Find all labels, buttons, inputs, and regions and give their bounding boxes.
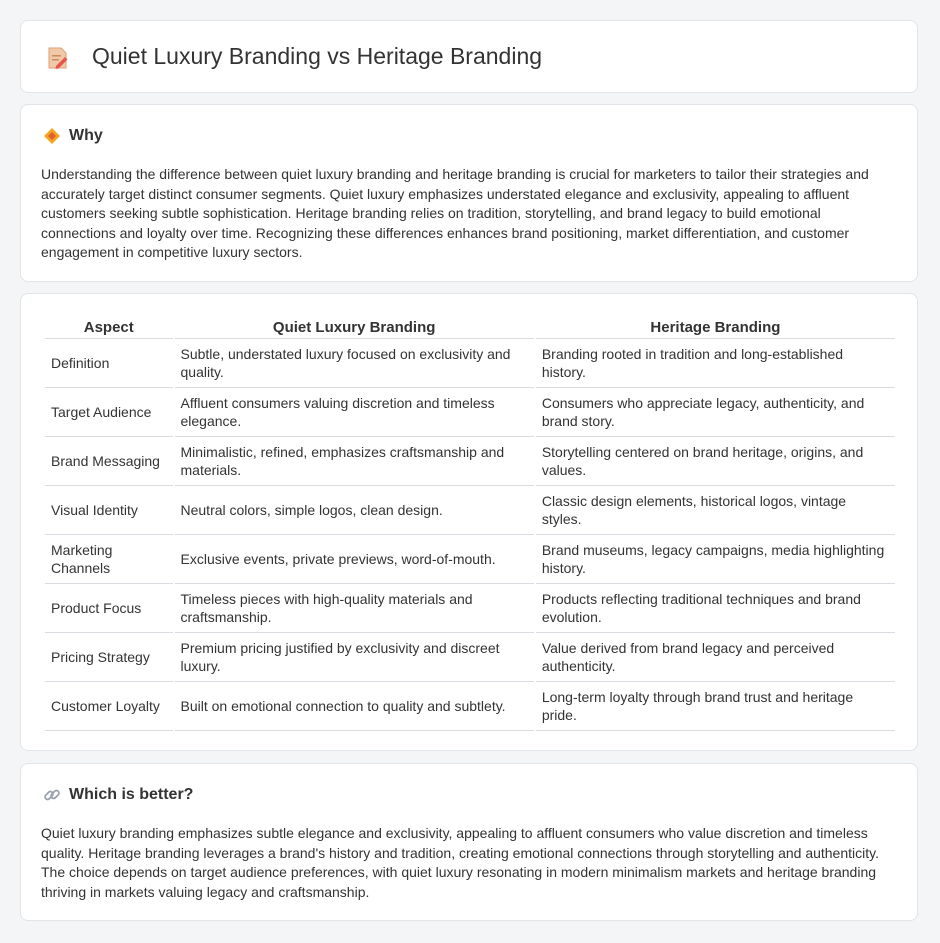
table-row xyxy=(45,682,895,731)
table-row xyxy=(45,339,895,388)
table-row xyxy=(45,535,895,584)
quiet-luxury-cell: Affluent consumers valuing discretion and timeless elegance. xyxy=(175,388,534,437)
table-header-row xyxy=(45,316,895,339)
quiet-luxury-cell: Premium pricing justified by exclusivity and discreet luxury. xyxy=(175,633,534,682)
better-heading-row xyxy=(43,786,193,804)
comparison-table-card xyxy=(20,293,918,751)
heritage-cell: Value derived from brand legacy and perceived authenticity. xyxy=(536,633,895,682)
aspect-cell: Marketing Channels xyxy=(45,535,173,584)
quiet-luxury-cell: Built on emotional connection to quality and subtlety. xyxy=(175,682,534,731)
aspect-cell: Pricing Strategy xyxy=(45,633,173,682)
quiet-luxury-cell: Minimalistic, refined, emphasizes craftsmanship and materials. xyxy=(175,437,534,486)
why-section xyxy=(20,104,918,282)
table-row xyxy=(45,633,895,682)
link-icon xyxy=(43,786,61,804)
better-text: Quiet luxury branding emphasizes subtle elegance and exclusivity, appealing to affluent consumers who value discretion and timeless quality. Heritage branding leverages a brand's history and tradition, creating emotional connections through storytelling and authenticity. The choice depends on target audience preferences, with quiet luxury resonating in modern minimalism markets and heritage branding thriving in markets valuing legacy and craftsmanship. xyxy=(41,825,879,900)
table-row xyxy=(45,584,895,633)
diamond-icon xyxy=(43,127,61,145)
page-title: Quiet Luxury Branding vs Heritage Branding xyxy=(92,43,543,69)
quiet-luxury-cell: Neutral colors, simple logos, clean design. xyxy=(175,486,534,535)
heritage-cell: Long-term loyalty through brand trust and heritage pride. xyxy=(536,682,895,731)
heritage-cell: Consumers who appreciate legacy, authenticity, and brand story. xyxy=(536,388,895,437)
why-text: Understanding the difference between quiet luxury branding and heritage branding is crucial for marketers to tailor their strategies and accurately target distinct consumer segments. Quiet luxury emphasizes understated elegance and exclusivity, appealing to affluent customers seeking subtle sophistication. Heritage branding relies on tradition, storytelling, and brand legacy to build emotional connections and loyalty over time. Recognizing these differences enhances brand positioning, market differentiation, and customer engagement in competitive luxury sectors. xyxy=(41,166,869,260)
heritage-cell: Products reflecting traditional techniques and brand evolution. xyxy=(536,584,895,633)
header-heritage: Heritage Branding xyxy=(536,316,895,339)
table-row xyxy=(45,437,895,486)
aspect-cell: Brand Messaging xyxy=(45,437,173,486)
header-aspect: Aspect xyxy=(45,316,173,339)
aspect-cell: Visual Identity xyxy=(45,486,173,535)
header-card xyxy=(20,20,918,93)
better-heading: Which is better? xyxy=(69,786,194,803)
aspect-cell: Customer Loyalty xyxy=(45,682,173,731)
heritage-cell: Storytelling centered on brand heritage, origins, and values. xyxy=(536,437,895,486)
heritage-cell: Branding rooted in tradition and long-established history. xyxy=(536,339,895,388)
aspect-cell: Product Focus xyxy=(45,584,173,633)
why-heading-row xyxy=(43,127,103,145)
quiet-luxury-cell: Timeless pieces with high-quality materials and craftsmanship. xyxy=(175,584,534,633)
comparison-table xyxy=(43,316,897,731)
aspect-cell: Definition xyxy=(45,339,173,388)
table-row xyxy=(45,388,895,437)
heritage-cell: Classic design elements, historical logos, vintage styles. xyxy=(536,486,895,535)
heritage-cell: Brand museums, legacy campaigns, media highlighting history. xyxy=(536,535,895,584)
header-quiet-luxury: Quiet Luxury Branding xyxy=(175,316,534,339)
why-heading: Why xyxy=(69,127,103,144)
aspect-cell: Target Audience xyxy=(45,388,173,437)
table-row xyxy=(45,486,895,535)
document-pencil-icon xyxy=(47,45,69,71)
which-is-better-section xyxy=(20,763,918,921)
quiet-luxury-cell: Subtle, understated luxury focused on exclusivity and quality. xyxy=(175,339,534,388)
quiet-luxury-cell: Exclusive events, private previews, word-of-mouth. xyxy=(175,535,534,584)
